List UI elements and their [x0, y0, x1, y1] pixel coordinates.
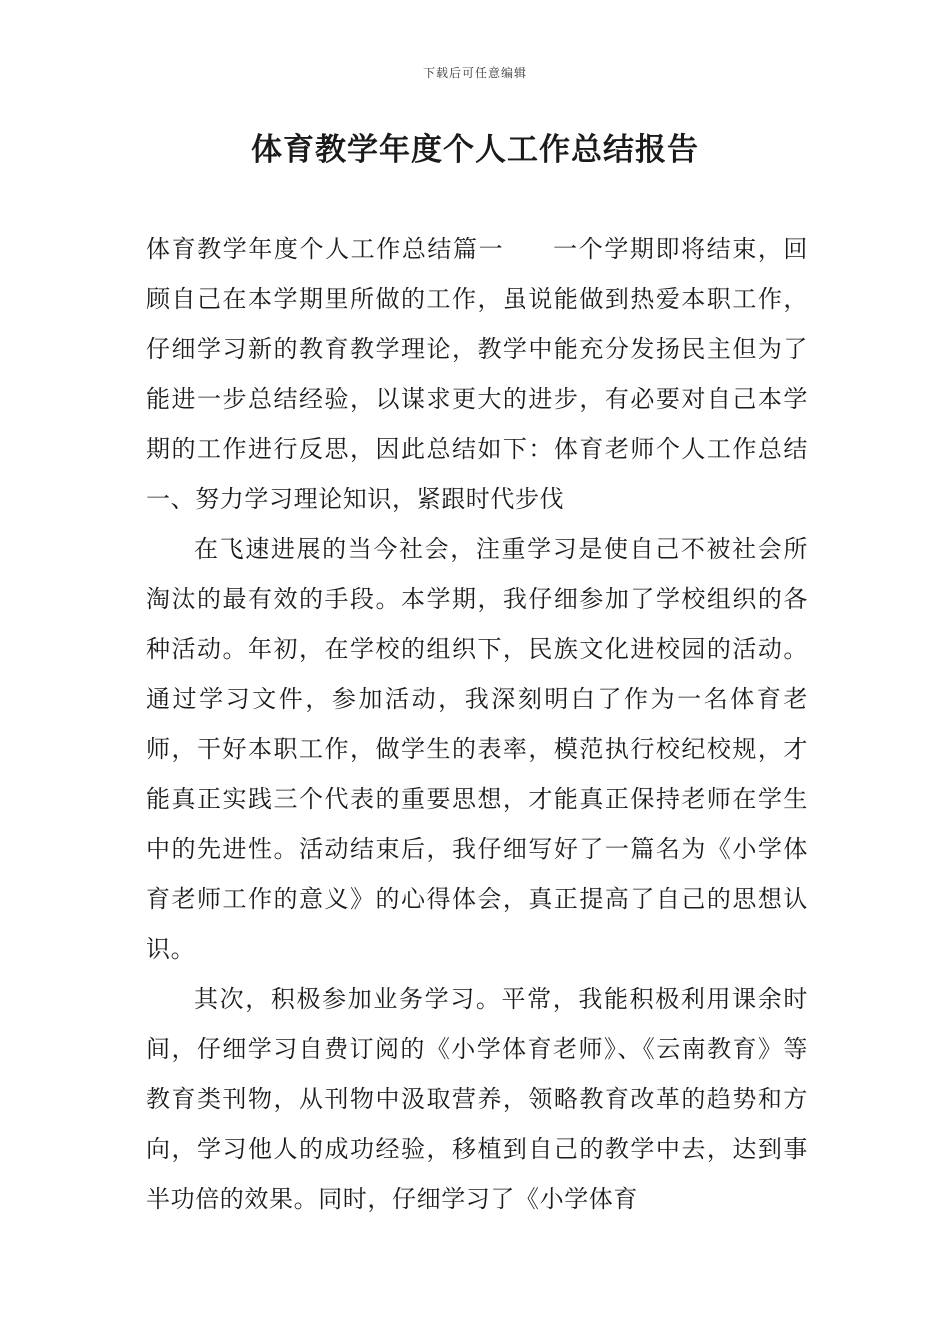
intro-paragraph [146, 224, 808, 524]
body-paragraph: 在飞速进展的当今社会，注重学习是使自己不被社会所淘汰的最有效的手段。本学期，我仔细参加了学校组织的各种活动。年初，在学校的组织下，民族文化进校园的活动。通过学习文件，参加活动，我深刻明白了作为一名体育老师，干好本职工作，做学生的表率，模范执行校纪校规，才能真正实践三个代表的重要思想，才能真正保持老师在学生中的先进性。活动结束后，我仔细写好了一篇名为《小学体育老师工作的意义》的心得体会，真正提高了自己的思想认识。 [146, 535, 808, 963]
intro-text: 一个学期即将结束，回顾自己在本学期里所做的工作，虽说能做到热爱本职工作，仔细学习新的教育教学理论，教学中能充分发扬民主但为了能进一步总结经验，以谋求更大的进步，有必要对自己本学期的工作进行反思，因此总结如下：体育老师个人工作总结一、努力学习理论知识，紧跟时代步伐 [146, 235, 809, 513]
header-note: 下载后可任意编辑 [422, 66, 527, 80]
document-body [146, 224, 808, 1224]
document-title: 体育教学年度个人工作总结报告 [251, 132, 699, 168]
body-paragraph: 其次，积极参加业务学习。平常，我能积极利用课余时间，仔细学习自费订阅的《小学体育老师》、《云南教育》等教育类刊物，从刊物中汲取营养，领略教育改革的趋势和方向，学习他人的成功经验，移植到自己的教学中去，达到事半功倍的效果。同时，仔细学习了《小学体育 [146, 985, 808, 1213]
section-heading: 体育教学年度个人工作总结篇一 [146, 235, 505, 263]
